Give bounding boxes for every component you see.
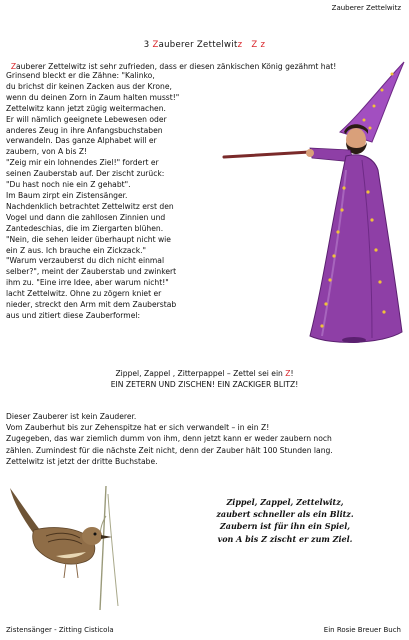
title-rest: auberer Zettelwit xyxy=(158,40,238,50)
formula-line-2: EIN ZETERN UND ZISCHEN! EIN ZACKIGER BLITZ! xyxy=(110,379,299,389)
story-line: "Nein, die sehen leider überhaupt nicht wie xyxy=(6,234,171,244)
story-line: selber?", meint der Zauberstab und zwinkert xyxy=(6,267,177,277)
paragraph-line: zählen. Zumindest für die nächste Zeit nicht, denn der Zauber hält 100 Stunden lang. xyxy=(6,445,333,455)
poem-line: Zaubern ist für ihn ein Spiel, xyxy=(219,521,351,532)
story-line: "Du hast noch nie ein Z gehabt". xyxy=(6,180,131,190)
story-line: ein Z aus. Ich brauche ein Zickzack." xyxy=(6,245,147,255)
story-line: Grinsend bleckt er die Zähne: "Kalinko, xyxy=(6,71,155,80)
story-line: Zantedeschias, die im Ziergarten blühen. xyxy=(6,223,164,233)
story-line: Zettelwitz kann jetzt zügig weitermachen. xyxy=(6,103,166,113)
intro-text: auberer Zettelwitz ist sehr zufrieden, dass er diesen zänkischen König gezähmt hat! xyxy=(16,62,337,71)
story-line: zaubern, von A bis Z! xyxy=(6,147,88,157)
formula-line-1: Zippel, Zappel , Zitterpappel – Zettel sei ein Z! xyxy=(115,369,294,378)
title-letters: Z z xyxy=(251,40,266,50)
wizard-robe xyxy=(310,155,402,343)
title-red-letter: Z xyxy=(152,40,159,50)
page-title xyxy=(0,40,409,50)
story-line: Vogel und dann die zahllosen Zinnien und xyxy=(6,212,166,222)
story-line: Nachdenklich betrachtet Zettelwitz erst den xyxy=(6,201,174,211)
paragraph-line: Vom Zauberhut bis zur Zehenspitze hat er sich verwandelt – in ein Z! xyxy=(6,423,270,433)
magic-wand xyxy=(224,152,310,157)
story-line: du brichst dir keinen Zacken aus der Krone, xyxy=(6,81,172,91)
paragraph-line: Zugegeben, das war ziemlich dumm von ihm, denn jetzt kann er weder zaubern noch xyxy=(6,434,332,444)
poem-line: zaubert schneller als ein Blitz. xyxy=(216,509,354,520)
paragraph-line: Zettelwitz ist jetzt der dritte Buchstabe. xyxy=(6,456,158,466)
bird-tail xyxy=(10,488,40,534)
story-line: Er will nämlich geeignete Lebewesen oder xyxy=(6,114,167,124)
magic-formula xyxy=(0,369,409,390)
paragraph-line: Dieser Zauberer ist kein Zauderer. xyxy=(6,412,137,421)
story-line: anderes Zeug in ihre Anfangsbuchstaben xyxy=(6,125,163,135)
wizard-illustration xyxy=(222,60,406,360)
title-red-letter-2: z xyxy=(237,40,243,50)
bird-beak xyxy=(101,535,112,539)
poem-line: Zippel, Zappel, Zettelwitz, xyxy=(226,497,344,507)
footer-credit: Ein Rosie Breuer Buch xyxy=(323,626,401,634)
wizard-hat xyxy=(340,62,404,142)
story-line: wenn du deinen Zorn in Zaum halten musst!" xyxy=(6,92,180,102)
story-line: "Warum verzauberst du dich nicht einmal xyxy=(6,256,165,266)
formula-red-letter: Z xyxy=(285,369,291,378)
story-line: lacht Zettelwitz. Ohne zu zögern kniet er xyxy=(6,289,162,299)
intro-red-letter: Z xyxy=(10,62,17,71)
footer-caption: Zistensänger - Zitting Cisticola xyxy=(6,626,114,634)
story-line: aus und zitiert diese Zauberformel: xyxy=(6,310,141,320)
bird-head xyxy=(82,527,102,545)
title-prefix: 3 xyxy=(143,40,153,50)
bird-illustration xyxy=(6,486,126,610)
running-header: Zauberer Zettelwitz xyxy=(331,4,401,12)
story-line: seinen Zauberstab auf. Der zischt zurück: xyxy=(6,169,165,179)
closing-paragraph xyxy=(6,411,404,467)
story-text xyxy=(6,71,226,322)
story-line: "Zeig mir ein lohnendes Ziel!" fordert er xyxy=(6,158,159,168)
poem xyxy=(190,496,380,545)
story-line: nieder, streckt den Arm mit dem Zauberstab xyxy=(6,300,177,310)
story-line: Im Baum zirpt ein Zistensänger. xyxy=(6,190,128,200)
grass-stem xyxy=(100,486,106,610)
story-line: verwandeln. Das ganze Alphabet will er xyxy=(6,136,157,146)
poem-line: von A bis Z zischt er zum Ziel. xyxy=(217,533,353,544)
story-line: ihm zu. "Eine irre Idee, aber warum nicht!" xyxy=(6,278,169,288)
